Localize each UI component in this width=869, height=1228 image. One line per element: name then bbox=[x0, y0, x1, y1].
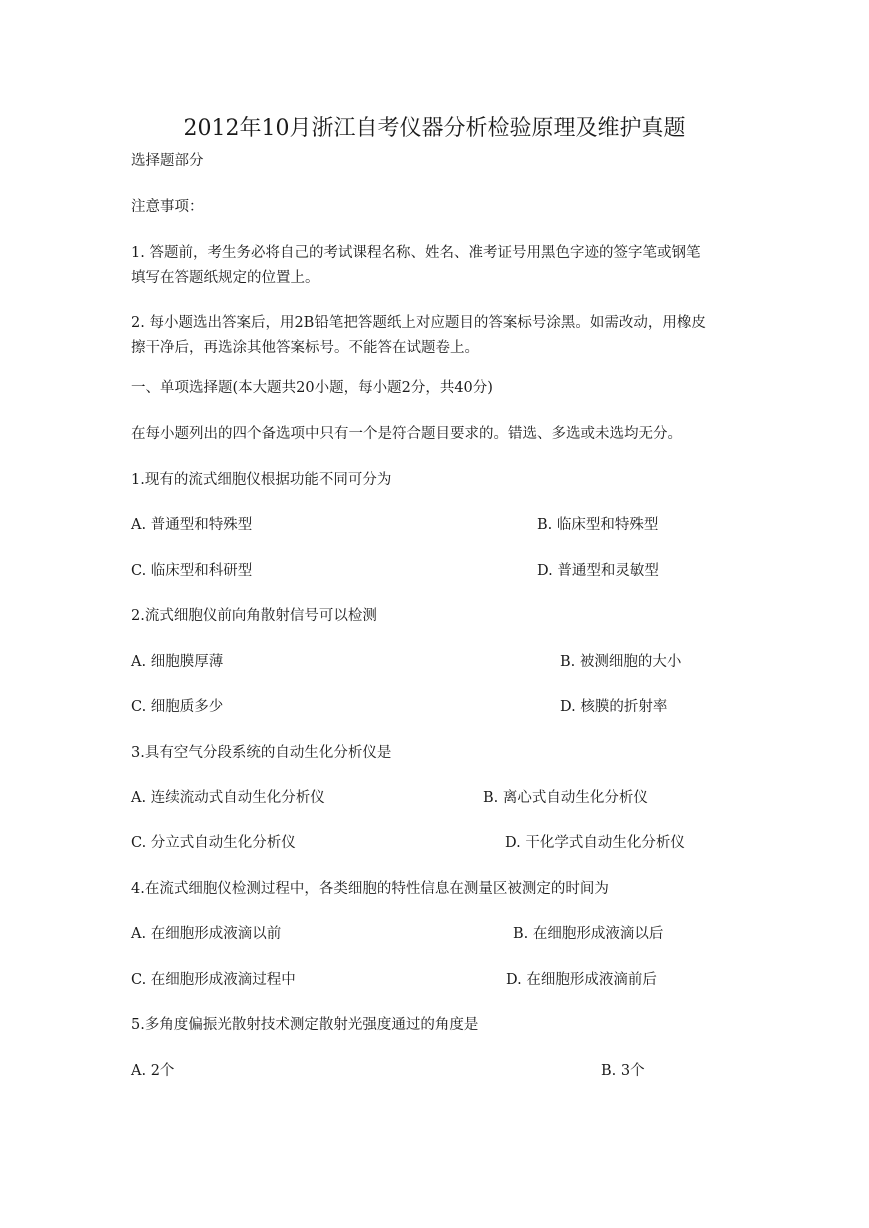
question-option: C. 分立式自动生化分析仪 bbox=[131, 835, 296, 851]
question-stem: 2.流式细胞仪前向角散射信号可以检测 bbox=[131, 608, 377, 624]
question-option: A. 细胞膜厚薄 bbox=[131, 654, 224, 670]
question-option: A. 普通型和特殊型 bbox=[131, 517, 253, 533]
document-title: 2012年10月浙江自考仪器分析检验原理及维护真题 bbox=[183, 116, 686, 141]
question-option: A. 在细胞形成液滴以前 bbox=[131, 926, 282, 942]
question-option: A. 2个 bbox=[131, 1063, 175, 1079]
question-stem: 5.多角度偏振光散射技术测定散射光强度通过的角度是 bbox=[131, 1017, 479, 1033]
notice-heading: 注意事项： bbox=[131, 199, 204, 215]
question-option: C. 临床型和科研型 bbox=[131, 563, 253, 579]
notice-item-2-line-2: 擦干净后，再选涂其他答案标号。不能答在试题卷上。 bbox=[131, 340, 479, 356]
notice-item-1-line-2: 填写在答题纸规定的位置上。 bbox=[131, 270, 320, 286]
notice-item-1-line-1: 1. 答题前，考生务必将自己的考试课程名称、姓名、准考证号用黑色字迹的签字笔或钢笔 bbox=[131, 245, 701, 261]
question-option: B. 离心式自动生化分析仪 bbox=[483, 790, 648, 806]
question-stem: 1.现有的流式细胞仪根据功能不同可分为 bbox=[131, 472, 392, 488]
question-option: D. 普通型和灵敏型 bbox=[537, 563, 659, 579]
question-option: D. 核膜的折射率 bbox=[560, 699, 668, 715]
question-option: B. 被测细胞的大小 bbox=[560, 654, 682, 670]
question-option: C. 在细胞形成液滴过程中 bbox=[131, 972, 296, 988]
part-instruction: 在每小题列出的四个备选项中只有一个是符合题目要求的。错选、多选或未选均无分。 bbox=[131, 426, 682, 442]
question-stem: 4.在流式细胞仪检测过程中，各类细胞的特性信息在测量区被测定的时间为 bbox=[131, 881, 609, 897]
question-option: B. 在细胞形成液滴以后 bbox=[513, 926, 664, 942]
notice-item-2-line-1: 2. 每小题选出答案后，用2B铅笔把答题纸上对应题目的答案标号涂黑。如需改动，用橡皮 bbox=[131, 315, 706, 331]
section-label: 选择题部分 bbox=[131, 153, 204, 169]
question-option: B. 临床型和特殊型 bbox=[537, 517, 659, 533]
question-option: A. 连续流动式自动生化分析仪 bbox=[131, 790, 325, 806]
part-heading: 一、单项选择题(本大题共20小题，每小题2分，共40分) bbox=[131, 380, 493, 396]
question-option: D. 在细胞形成液滴前后 bbox=[506, 972, 657, 988]
question-option: D. 干化学式自动生化分析仪 bbox=[505, 835, 685, 851]
question-option: C. 细胞质多少 bbox=[131, 699, 224, 715]
question-option: B. 3个 bbox=[601, 1063, 645, 1079]
question-stem: 3.具有空气分段系统的自动生化分析仪是 bbox=[131, 745, 392, 761]
